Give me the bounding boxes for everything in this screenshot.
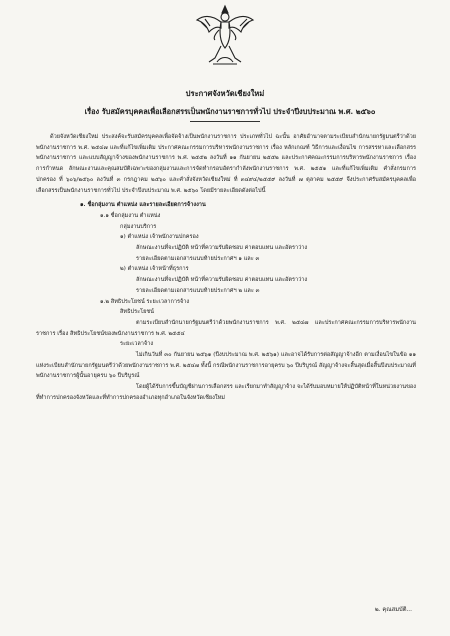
intro-paragraph: ด้วยจังหวัดเชียงใหม่ ประสงค์จะรับสมัครบุคคลเพื่อจัดจ้างเป็นพนักงานราชการ ประเภททั่วไป ฉะนั้น อาศัยอำนาจตามระเบียบสำนักนายกรัฐมนตรีว่าด้วยพนักงานราชการ พ.ศ. ๒๕๔๗ และที่แก้ไขเพิ่มเติม ประกาศคณะกรรมการบริหารพนักงานราชการ เรื่อง หลักเกณฑ์ วิธีการและเงื่อนไข การสรรหาและเลือกสรรพนักงานราชการ และแบบสัญญาจ้างของพนักงานราชการ พ.ศ. ๒๕๕๒ ลงวันที่ ๑๑ กันยายน ๒๕๕๒ และประกาศคณะกรรมการบริหารพนักงานราชการ เรื่อง การกำหนด ลักษณะงานและคุณสมบัติเฉพาะของกลุ่มงานและการจัดทำกรอบอัตรากำลังพนักงานราชการ พ.ศ. ๒๕๕๑ และที่แก้ไขเพิ่มเติม คำสั่งกรมการปกครอง ที่ ๖๐๖/๒๕๖๐ ลงวันที่ ๓ กรกฎาคม ๒๕๖๐ และคำสั่งจังหวัดเชียงใหม่ ที่ ๓๔๙๔/๒๕๕๙ ลงวันที่ ๗ ตุลาคม ๒๕๕๙ จึงประกาศรับสมัครบุคคลเพื่อเลือกสรรเป็นพนักงานราชการทั่วไป ประจำปีงบประมาณ พ.ศ. ๒๕๖๐ โดยมีรายละเอียดดังต่อไปนี้ [36,134,416,194]
benefit-heading: สิทธิประโยชน์ [120,309,154,316]
benefit-text: ตามระเบียบสำนักนายกรัฐมนตรีว่าด้วยพนักงานราชการ พ.ศ. ๒๕๔๗ และประกาศคณะกรรมการบริหารพนักงานราชการ เรื่อง สิทธิประโยชน์ของพนักงานราชการ พ.ศ. ๒๕๕๔ [36,319,416,337]
section-1-2-heading: ๑.๒ สิทธิประโยชน์ ระยะเวลาการจ้าง [100,298,190,305]
group-name: กลุ่มงานบริการ [120,223,157,230]
position-1-desc-1: ลักษณะงานที่จะปฏิบัติ หน้าที่ความรับผิดชอบ ค่าตอบแทน และอัตราว่าง [136,245,308,252]
continuation-note: ๒. คุณสมบัติ... [374,607,412,613]
document-subject: เรื่อง รับสมัครบุคคลเพื่อเลือกสรรเป็นพนักงานราชการทั่วไป ประจำปีงบประมาณ พ.ศ. ๒๕๖๐ [84,107,376,116]
document-body [36,132,416,404]
position-1: ๑) ตำแหน่ง เจ้าพนักงานปกครอง [120,234,199,241]
section-1-1-heading: ๑.๑ ชื่อกลุ่มงาน ตำแหน่ง [100,212,161,219]
position-1-desc-2: รายละเอียดตามเอกสารแนบท้ายประกาศฯ ๑ และ ๓ [136,255,260,262]
position-2-desc-1: ลักษณะงานที่จะปฏิบัติ หน้าที่ความรับผิดชอบ ค่าตอบแทน และอัตราว่าง [136,277,308,284]
divider [190,121,260,122]
period-heading: ระยะเวลาจ้าง [120,341,154,348]
document-org-title: ประกาศจังหวัดเชียงใหม่ [185,89,265,98]
section-1-heading: ๑. ชื่อกลุ่มงาน ตำแหน่ง และรายละเอียดการจ้างงาน [80,202,206,209]
garuda-emblem-icon [195,4,255,66]
position-2-desc-2: รายละเอียดตามเอกสารแนบท้ายประกาศฯ ๒ และ ๓ [136,287,260,294]
position-2: ๒) ตำแหน่ง เจ้าหน้าที่ธุรการ [120,266,189,273]
period-text: ไม่เกินวันที่ ๓๐ กันยายน ๒๕๖๑ (ปีงบประมาณ พ.ศ. ๒๕๖๑) และอาจได้รับการต่อสัญญาจ้างอีก ตามเงื่อนไขในข้อ ๑๑ แห่งระเบียบสำนักนายกรัฐมนตรีว่าด้วยพนักงานราชการ พ.ศ. ๒๕๔๗ ทั้งนี้ กรณีพนักงานราชการอายุครบ ๖๐ ปีบริบูรณ์ สัญญาจ้างจะสิ้นสุดเมื่อสิ้นปีงบประมาณที่พนักงานราชการผู้นั้นอายุครบ ๖๐ ปีบริบูรณ์ [36,352,416,380]
closing-paragraph: โดยผู้ได้รับการขึ้นบัญชีผ่านการเลือกสรร และเรียกมาทำสัญญาจ้าง จะได้รับมอบหมายให้ปฏิบัติหน้าที่ในหน่วยงานของที่ทำการปกครองจังหวัดและที่ทำการปกครองอำเภอทุกอำเภอในจังหวัดเชียงใหม่ [36,384,416,401]
